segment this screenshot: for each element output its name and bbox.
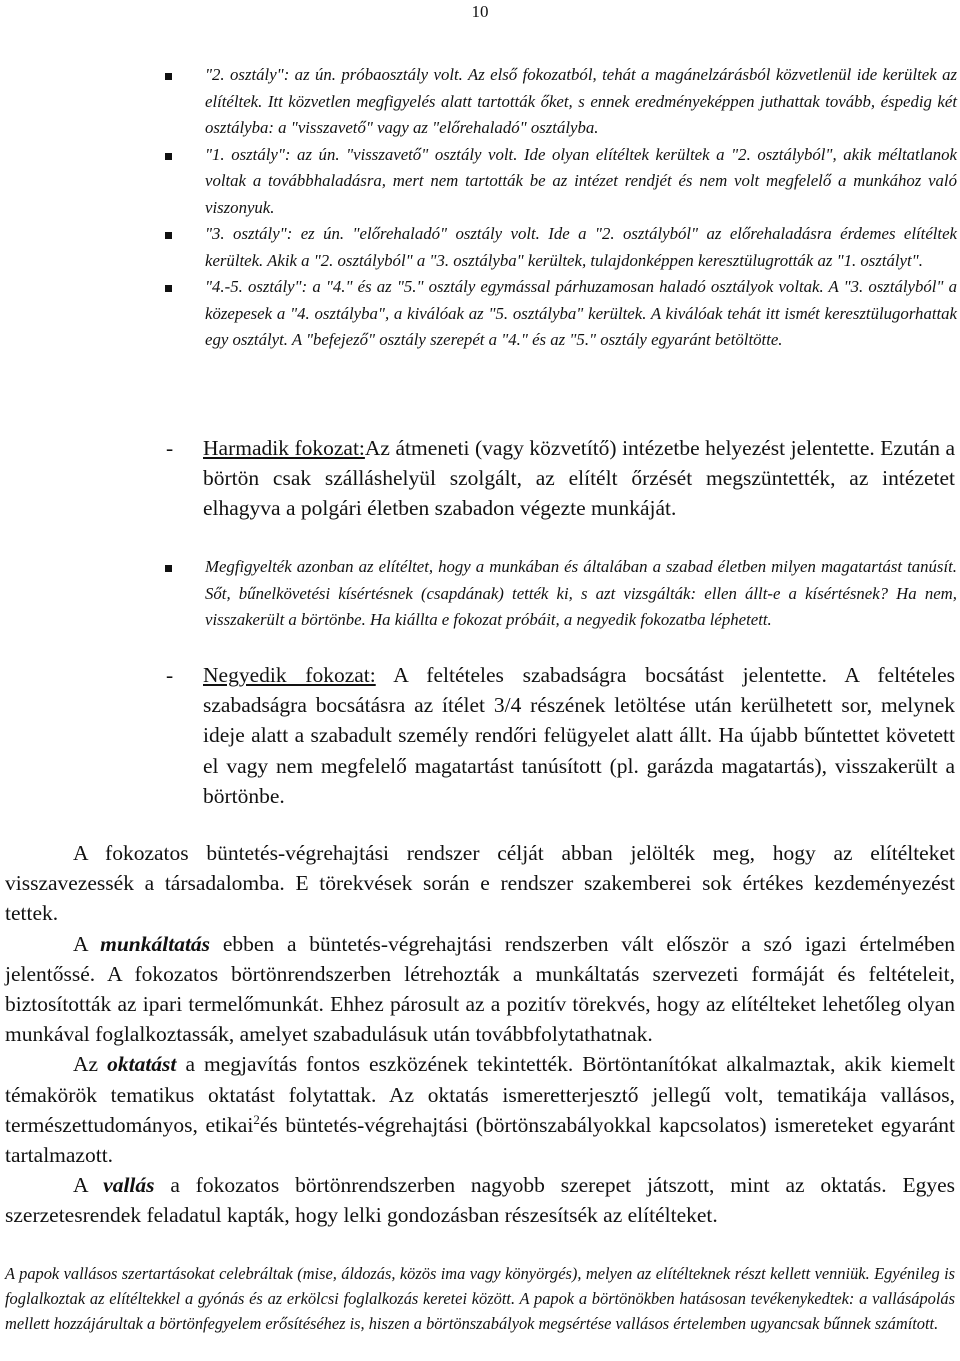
list-item: "4.-5. osztály": a "4." és az "5." osztály egymással párhuzamosan haladó osztályok voltak. A "3. osztályból" a közepesek a "4. osztályba", a kiválóak az "5. osztályba" kerültek. A kiválóak tehát itt ismét keresztülugorhattak egy osztályt. A "befejező" osztály szerepét a "4." és az "5." osztály egyaránt betöltötte. bbox=[205, 274, 957, 354]
dash-marker: - bbox=[166, 436, 174, 460]
list-item: "1. osztály": az ún. "visszavető" osztály volt. Ide olyan elítéltek kerültek a "2. osztályból", akik méltatlanok voltak a továbbhaladásra, mert nem tartották be az intézet rendjét és nem volt megfelelő a munkához való viszonyuk. bbox=[205, 142, 957, 222]
page-number: 10 bbox=[471, 2, 489, 21]
square-bullet-icon bbox=[165, 153, 172, 160]
paragraph-work: A munkáltatás ebben a büntetés-végrehajtási rendszerben vált először a szó igazi értelmében jelentőssé. A fokozatos börtönrendszerben létrehozták a munkáltatás szervezeti formáját és feltételeit, biztosították az ipari termelőmunkát. Ehhez párosult az a pozitív törekvés, hogy az elítélteket lehetőleg olyan munkával foglalkoztassák, amelyet szabadulásuk után továbbfolytathatnak. bbox=[5, 931, 955, 1047]
footnote-ref: 2 bbox=[253, 1111, 260, 1127]
square-bullet-icon bbox=[165, 232, 172, 239]
list-item: Megfigyelték azonban az elítéltet, hogy a munkában és általában a szabad életben milyen magatartást tanúsít. Sőt, bűnelkövetési kísértésnek (csapdának) tették ki, s azt vizsgálták: ellen állt-e a kísértésnek? Ha nem, visszakerült a börtönbe. Ha kiállta e fokozat próbáit, a negyedik fokozatba léphetett. bbox=[205, 554, 957, 634]
body-text bbox=[5, 838, 955, 1231]
list-item: "2. osztály": az ún. próbaosztály volt. Az első fokozatból, tehát a magánelzárásból közvetlenül ide kerültek az elítéltek. Itt közvetlen megfigyelés alatt tartották őket, s ennek eredményeképpen juthattak tovább, éspedig két osztályba: a "visszavető" vagy az "előrehaladó" osztályba. bbox=[205, 62, 957, 142]
third-stage-text: Az átmeneti (vagy közvetítő) intézetbe helyezést jelentette. Ezután a börtön csak szálláshelyül szolgált, az elítélt őrzését megszüntették, az intézetet elhagyva a polgári életben szabadon végezte munkáját. bbox=[203, 436, 955, 521]
paragraph-education: Az oktatást a megjavítás fontos eszközének tekintették. Börtöntanítókat alkalmaztak, akik kiemelt témakörök tematikus oktatást folytattak. Az oktatás ismeretterjesztő jellegű volt, tematikája vallásos, természettudományos, etikai$^2$és büntetés-végrehajtási (börtönszabályokkal kapcsolatos) ismereteket egyaránt tartalmazott. bbox=[5, 1052, 955, 1168]
square-bullet-icon bbox=[165, 565, 172, 572]
third-stage-heading: Harmadik fokozat: bbox=[203, 436, 365, 460]
class-bullet-list bbox=[205, 62, 957, 354]
paragraph-goal: A fokozatos büntetés-végrehajtási rendszer célját abban jelölték meg, hogy az elítélteket visszavezessék a társadalomba. E törekvések során e rendszer szakemberei sok értékes kezdeményezést tettek. bbox=[5, 841, 955, 926]
fourth-stage-item bbox=[166, 660, 955, 811]
paragraph-religion: A vallás a fokozatos börtönrendszerben nagyobb szerepet játszott, mint az oktatás. Egyes szerzetesrendek feladatul kapták, hogy lelki gondozásban részesítsék az elítélteket. bbox=[5, 1173, 955, 1228]
square-bullet-icon bbox=[165, 73, 172, 80]
italic-note: A papok vallásos szertartásokat celebráltak (mise, áldozás, közös ima vagy könyörgés), melyen az elítélteknek részt kellett venniük. Egyénileg is foglalkoztak az elítéltekkel a gyónás és az erkölcsi foglalkozás keretei között. A papok a börtönökben hatásosan tevékenykedtek: a vallásápolás mellett hozzájárultak a börtönfegyelem erősítéséhez is, hiszen a börtönszabályok megsértése vallásos értelemben ugyancsak bűnnek számított. bbox=[5, 1264, 955, 1333]
term-education: oktatást bbox=[107, 1052, 177, 1077]
third-stage-item bbox=[166, 433, 955, 524]
third-stage-bullet-list bbox=[205, 554, 957, 634]
term-work: munkáltatás bbox=[100, 931, 211, 956]
list-item: "3. osztály": ez ún. "előrehaladó" osztály volt. Ide a "2. osztályból" az előrehaladásra érdemes elítéltek kerültek. Akik a "2. osztályból" a "3. osztályba" kerültek, tulajdonképpen keresztülugrották az "1. osztályt". bbox=[205, 221, 957, 274]
fourth-stage-text: A feltételes szabadságra bocsátást jelentette. A feltételes szabadságra bocsátásra az ítélet 3/4 részének letöltése után kerülhetett sor, melynek ideje alatt a szabadult személy rendőri felügyelet alatt állt. Ha újabb bűntettet követett el vagy nem megfelelő magatartást tanúsított (pl. garázda magatartás), visszakerült a börtönbe. bbox=[203, 663, 955, 808]
square-bullet-icon bbox=[165, 285, 172, 292]
term-religion: vallás bbox=[103, 1173, 155, 1198]
fourth-stage-heading: Negyedik fokozat: bbox=[203, 663, 376, 687]
dash-marker: - bbox=[166, 663, 174, 687]
